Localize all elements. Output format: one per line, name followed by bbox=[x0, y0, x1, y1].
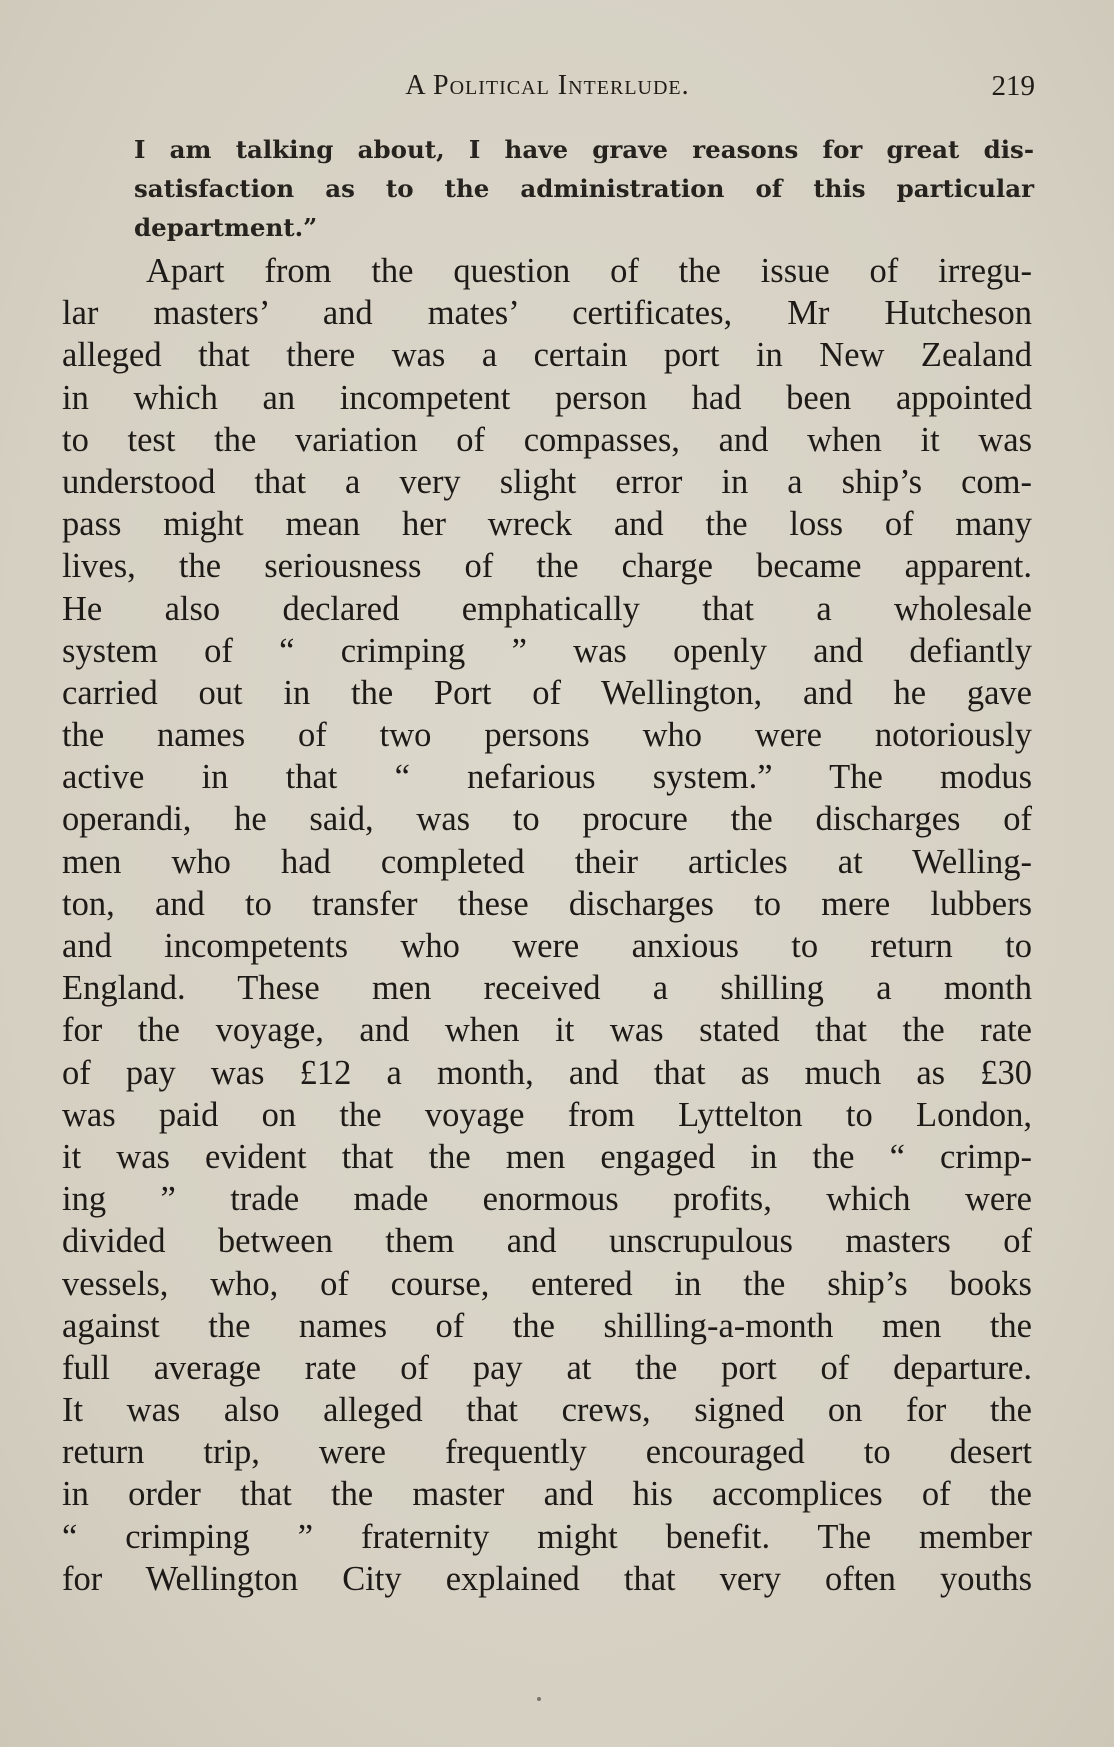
body-line: for Wellington City explained that very often youths bbox=[62, 1559, 1032, 1598]
body-line: lar masters’ and mates’ certificates, Mr Hutcheson bbox=[62, 294, 1032, 333]
quote-line: department.” bbox=[134, 213, 318, 242]
body-line: carried out in the Port of Wellington, and he gave bbox=[62, 673, 1032, 712]
body-line: active in that “ nefarious system.” The modus bbox=[62, 758, 1032, 797]
body-line: men who had completed their articles at Welling- bbox=[62, 842, 1032, 881]
body-line: of pay was £12 a month, and that as much as £30 bbox=[62, 1053, 1032, 1092]
body-line: ing ” trade made enormous profits, which were bbox=[62, 1180, 1032, 1219]
body-line: “ crimping ” fraternity might benefit. The member bbox=[62, 1517, 1032, 1556]
body-line: in order that the master and his accomplices of the bbox=[62, 1475, 1032, 1514]
body-line: for the voyage, and when it was stated that the rate bbox=[62, 1011, 1032, 1050]
body-line: against the names of the shilling-a-month men the bbox=[62, 1306, 1032, 1345]
body-line: vessels, who, of course, entered in the ship’s books bbox=[62, 1264, 1032, 1303]
quoted-passage bbox=[134, 130, 1034, 247]
body-line: return trip, were frequently encouraged to desert bbox=[62, 1433, 1032, 1472]
quote-line: satisfaction as to the administration of this particular bbox=[134, 174, 1034, 203]
body-line: pass might mean her wreck and the loss of many bbox=[62, 505, 1032, 544]
body-line: and incompetents who were anxious to return to bbox=[62, 927, 1032, 965]
body-line: lives, the seriousness of the charge became apparent. bbox=[62, 547, 1032, 586]
body-line: alleged that there was a certain port in New Zealand bbox=[62, 336, 1032, 375]
body-paragraph bbox=[62, 250, 1032, 1600]
body-line: to test the variation of compasses, and when it was bbox=[62, 420, 1032, 459]
body-line: understood that a very slight error in a ship’s com- bbox=[62, 462, 1032, 501]
paper-speck bbox=[537, 1697, 541, 1701]
body-line: It was also alleged that crews, signed on for the bbox=[62, 1391, 1032, 1430]
quote-line: I am talking about, I have grave reasons for great dis- bbox=[134, 135, 1034, 164]
body-line: full average rate of pay at the port of departure. bbox=[62, 1348, 1032, 1387]
body-line: system of “ crimping ” was openly and defiantly bbox=[62, 631, 1032, 670]
chapter-title: A Political Interlude. bbox=[405, 70, 690, 101]
body-line: He also declared emphatically that a wholesale bbox=[62, 589, 1032, 628]
body-line: operandi, he said, was to procure the discharges of bbox=[62, 800, 1032, 839]
body-line: the names of two persons who were notoriously bbox=[62, 716, 1032, 755]
body-line: Apart from the question of the issue of irregu- bbox=[146, 252, 1032, 290]
body-line: ton, and to transfer these discharges to mere lubbers bbox=[62, 884, 1032, 923]
running-header bbox=[60, 70, 1035, 110]
body-line: divided between them and unscrupulous masters of bbox=[62, 1222, 1032, 1261]
body-line: was paid on the voyage from Lyttelton to London, bbox=[62, 1095, 1032, 1134]
body-line: it was evident that the men engaged in the “ crimp- bbox=[62, 1137, 1032, 1176]
body-line: in which an incompetent person had been appointed bbox=[62, 378, 1032, 417]
page-number: 219 bbox=[991, 70, 1035, 102]
body-line: England. These men received a shilling a month bbox=[62, 969, 1032, 1008]
